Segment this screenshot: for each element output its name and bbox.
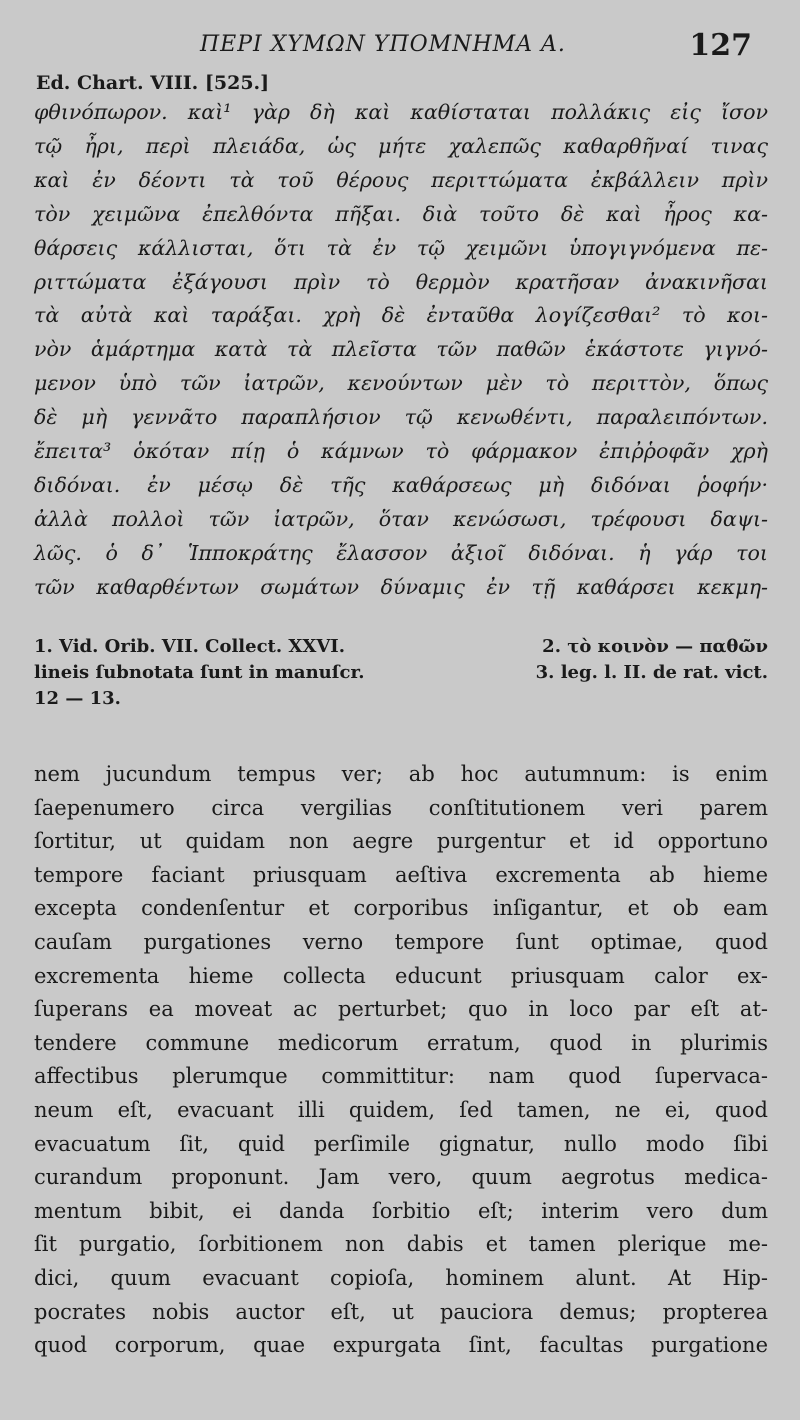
latin-text-block: [34, 758, 768, 1363]
greek-text-block: [34, 96, 768, 605]
greek-line: τὸν χειμῶνα ἐπελθόντα πῆξαι. διὰ τοῦτο δὲ καὶ ἦρος κα-: [34, 201, 768, 226]
latin-line: excepta condenſentur et corporibus inſigantur, et ob eam: [34, 896, 768, 921]
greek-line: λῶς. ὁ δ᾽ Ἱπποκράτης ἔλασσον ἀξιοῖ διδόναι. ἡ γάρ τοι: [34, 540, 768, 565]
greek-line: τῶν καθαρθέντων σωμάτων δύναμις ἐν τῇ καθάρσει κεκμη-: [34, 574, 768, 599]
greek-line: θάρσεις κάλλισται, ὅτι τὰ ἐν τῷ χειμῶνι ὑπογιγνόμενα πε-: [34, 235, 768, 260]
greek-line: καὶ ἐν δέοντι τὰ τοῦ θέρους περιττώματα ἐκβάλλειν πρὶν: [34, 167, 768, 192]
greek-line: ριττώματα ἐξάγουσι πρὶν τὸ θερμὸν κρατῆσαν ἀνακινῆσαι: [34, 269, 768, 294]
latin-line: excrementa hieme collecta educunt priusquam calor ex-: [34, 963, 768, 988]
latin-line: ſuperans ea moveat ac perturbet; quo in loco par eſt at-: [34, 997, 768, 1022]
latin-line: tempore faciant priusquam aeſtiva excrementa ab hieme: [34, 862, 768, 887]
latin-line: tendere commune medicorum erratum, quod in plurimis: [34, 1030, 768, 1055]
footnote-row: [34, 634, 768, 660]
latin-line: curandum proponunt. Jam vero, quum aegrotus medica-: [34, 1165, 768, 1190]
edition-reference: Ed. Chart. VIII. [525.]: [36, 72, 270, 94]
greek-line: τὰ αὐτὰ καὶ ταράξαι. χρὴ δὲ ἐνταῦθα λογίζεσθαι² τὸ κοι-: [34, 303, 768, 328]
latin-line: affectibus plerumque committitur: nam quod ſupervaca-: [34, 1064, 768, 1089]
running-title: ΠΕΡΙ ΧΥΜΩΝ ΥΠΟΜΝΗΜΑ Α.: [200, 32, 566, 57]
footnote-2-continued: lineis ſubnotata ſunt in manuſcr.: [34, 662, 365, 683]
latin-line: cauſam purgationes verno tempore ſunt optimae, quod: [34, 929, 768, 954]
latin-line: quod corporum, quae expurgata ſint, facultas purgatione: [34, 1333, 768, 1358]
greek-line: νὸν ἁμάρτημα κατὰ τὰ πλεῖστα τῶν παθῶν ἑκάστοτε γιγνό-: [34, 337, 768, 362]
greek-line: ἀλλὰ πολλοὶ τῶν ἰατρῶν, ὅταν κενώσωσι, τρέφουσι δαψι-: [34, 506, 768, 531]
greek-line: διδόναι. ἐν μέσῳ δὲ τῆς καθάρσεως μὴ διδόναι ῥοφήν·: [34, 472, 768, 497]
footnote-3-continued: 12 — 13.: [34, 688, 121, 709]
latin-line: ſaepenumero circa vergilias conſtitutionem veri parem: [34, 795, 768, 820]
footnote-row: [34, 660, 768, 686]
footnote-2: 2. τὸ κοινὸν — παθῶν: [542, 636, 768, 657]
latin-line: mentum bibit, ei danda ſorbitio eſt; interim vero dum: [34, 1198, 768, 1223]
footnote-3: 3. leg. l. II. de rat. vict.: [535, 662, 768, 683]
greek-line: φθινόπωρον. καὶ¹ γὰρ δὴ καὶ καθίσταται πολλάκις εἰς ἴσον: [34, 100, 768, 124]
latin-line: pocrates nobis auctor eſt, ut pauciora demus; propterea: [34, 1299, 768, 1324]
greek-line: τῷ ἦρι, περὶ πλειάδα, ὡς μήτε χαλεπῶς καθαρθῆναί τινας: [34, 133, 768, 158]
footnotes: [34, 634, 768, 712]
latin-line: dici, quum evacuant copioſa, hominem alunt. At Hip-: [34, 1265, 768, 1290]
greek-line: μενον ὑπὸ τῶν ἰατρῶν, κενούντων μὲν τὸ περιττὸν, ὅπως: [34, 371, 768, 396]
latin-line: neum eſt, evacuant illi quidem, ſed tamen, ne ei, quod: [34, 1097, 768, 1122]
latin-line: nem jucundum tempus ver; ab hoc autumnum: is enim: [34, 762, 768, 786]
page-header: [0, 28, 800, 68]
footnote-1: 1. Vid. Orib. VII. Collect. XXVI.: [34, 636, 345, 657]
latin-line: ſit purgatio, ſorbitionem non dabis et tamen plerique me-: [34, 1232, 768, 1257]
footnote-row: [34, 686, 768, 712]
page-number: 127: [689, 28, 752, 63]
greek-line: ἔπειτα³ ὁκόταν πίῃ ὁ κάμνων τὸ φάρμακον ἐπιῤῥοφᾶν χρὴ: [34, 439, 768, 464]
greek-line: δὲ μὴ γεννᾶτο παραπλήσιον τῷ κενωθέντι, παραλειπόντων.: [34, 405, 768, 430]
latin-line: ſortitur, ut quidam non aegre purgentur et id opportuno: [34, 829, 768, 854]
latin-line: evacuatum ſit, quid perſimile gignatur, nullo modo ſibi: [34, 1131, 768, 1156]
